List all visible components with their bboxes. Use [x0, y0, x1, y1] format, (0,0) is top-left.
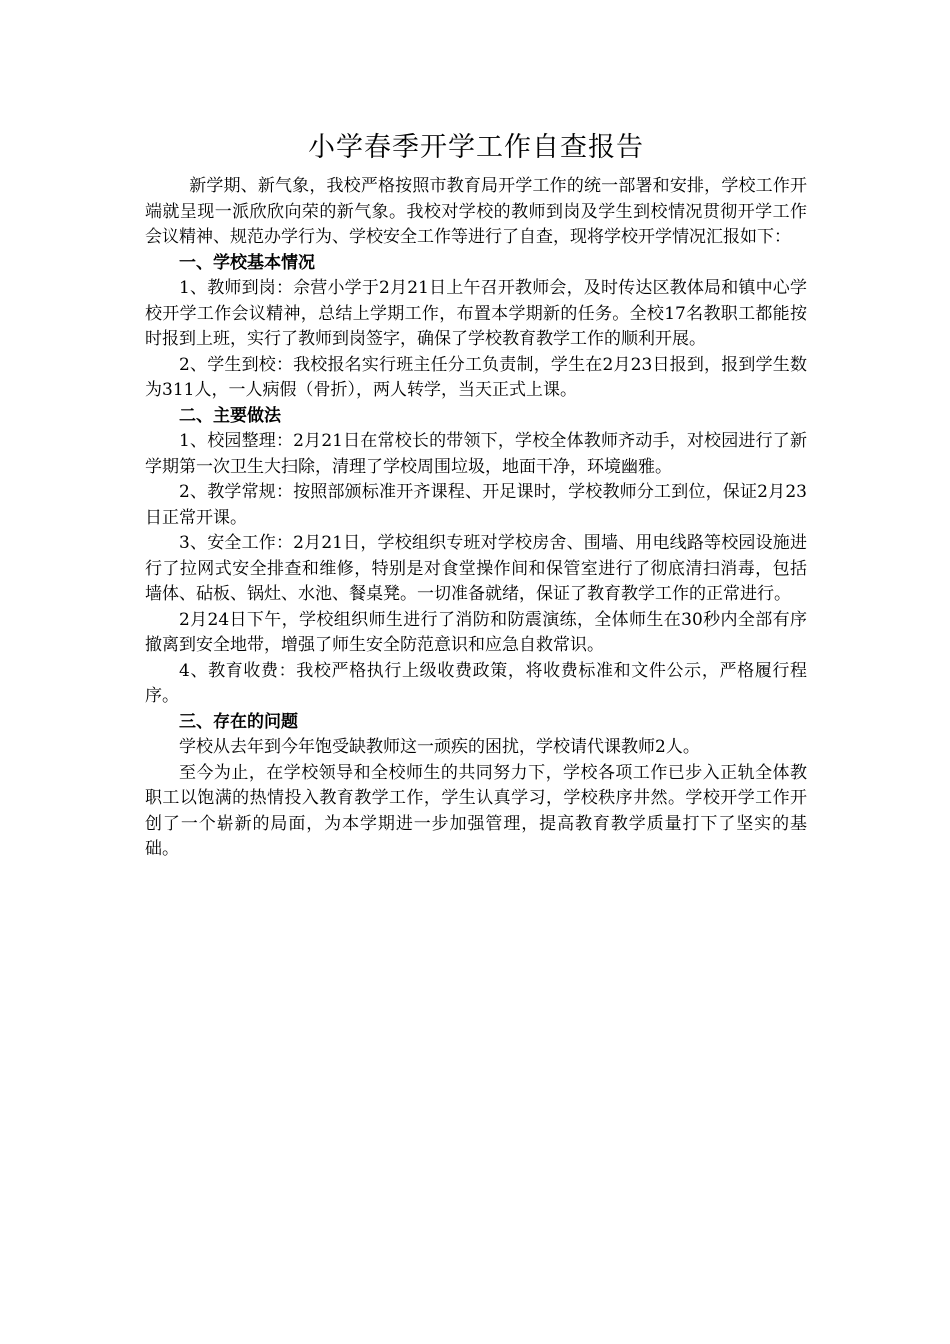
paragraph: 2、学生到校：我校报名实行班主任分工负责制，学生在2月23日报到，报到学生数为311人，一人病假（骨折），两人转学，当天正式上课。 — [145, 354, 807, 400]
intro-paragraph: 新学期、新气象，我校严格按照市教育局开学工作的统一部署和安排，学校工作开端就呈现一派欣欣向荣的新气象。我校对学校的教师到岗及学生到校情况贯彻开学工作会议精神、规范办学行为、学校安全工作等进行了自查，现将学校开学情况汇报如下： — [145, 176, 807, 247]
section-basic-info — [145, 251, 807, 404]
section-existing-problems — [145, 710, 807, 863]
paragraph: 学校从去年到今年饱受缺教师这一顽疾的困扰，学校请代课教师2人。 — [179, 737, 700, 757]
section-heading: 三、存在的问题 — [179, 711, 298, 732]
document-page — [145, 128, 807, 863]
section-heading: 一、学校基本情况 — [179, 252, 315, 273]
paragraph: 3、安全工作：2月21日，学校组织专班对学校房舍、围墙、用电线路等校园设施进行了拉网式安全排查和维修，特别是对食堂操作间和保管室进行了彻底清扫消毒，包括墙体、砧板、锅灶、水池、餐桌凳。一切准备就绪，保证了教育教学工作的正常进行。 — [145, 533, 807, 604]
paragraph: 2月24日下午，学校组织师生进行了消防和防震演练，全体师生在30秒内全部有序撤离到安全地带，增强了师生安全防范意识和应急自救常识。 — [145, 609, 807, 655]
paragraph: 4、教育收费：我校严格执行上级收费政策，将收费标准和文件公示，严格履行程序。 — [145, 660, 807, 706]
paragraph: 1、教师到岗：佘营小学于2月21日上午召开教师会，及时传达区教体局和镇中心学校开学工作会议精神，总结上学期工作，布置本学期新的任务。全校17名教职工都能按时报到上班，实行了教师到岗签字，确保了学校教育教学工作的顺利开展。 — [145, 278, 807, 349]
paragraph: 至今为止，在学校领导和全校师生的共同努力下，学校各项工作已步入正轨全体教职工以饱满的热情投入教育教学工作，学生认真学习，学校秩序井然。学校开学工作开创了一个崭新的局面，为本学期进一步加强管理，提高教育教学质量打下了坚实的基础。 — [145, 762, 807, 859]
paragraph: 2、教学常规：按照部颁标准开齐课程、开足课时，学校教师分工到位，保证2月23日正常开课。 — [145, 482, 807, 528]
paragraph: 1、校园整理：2月21日在常校长的带领下，学校全体教师齐动手，对校园进行了新学期第一次卫生大扫除，清理了学校周围垃圾，地面干净，环境幽雅。 — [145, 431, 807, 477]
section-main-practices — [145, 404, 807, 710]
section-heading: 二、主要做法 — [179, 405, 281, 426]
document-title: 小学春季开学工作自查报告 — [308, 132, 644, 163]
